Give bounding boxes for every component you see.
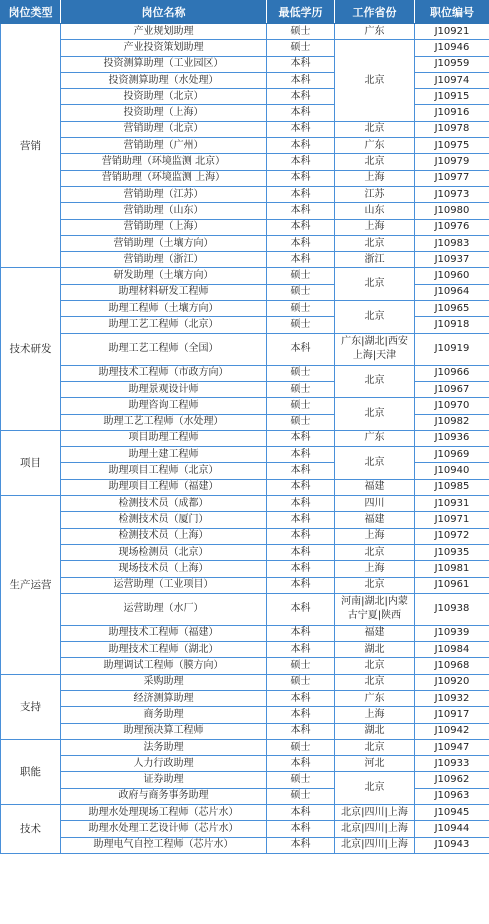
education-cell: 本科 <box>267 430 335 446</box>
table-row <box>1 658 489 674</box>
job-code-cell: J10966 <box>415 365 489 381</box>
category-cell: 技术研发 <box>1 268 61 430</box>
table-row <box>1 235 489 251</box>
position-name-cell: 营销助理（上海） <box>61 219 267 235</box>
position-name-cell: 运营助理（水厂） <box>61 593 267 625</box>
province-cell: 北京 <box>335 577 415 593</box>
province-cell: 广东 <box>335 690 415 706</box>
education-cell: 本科 <box>267 89 335 105</box>
education-cell: 本科 <box>267 154 335 170</box>
education-cell: 本科 <box>267 593 335 625</box>
position-name-cell: 营销助理（江苏） <box>61 186 267 202</box>
position-name-cell: 投资助理（北京） <box>61 89 267 105</box>
education-cell: 硕士 <box>267 788 335 804</box>
job-code-cell: J10945 <box>415 805 489 821</box>
job-code-cell: J10944 <box>415 821 489 837</box>
education-cell: 本科 <box>267 235 335 251</box>
job-code-cell: J10960 <box>415 268 489 284</box>
province-cell: 北京 <box>335 301 415 334</box>
province-cell: 北京 <box>335 235 415 251</box>
job-code-cell: J10976 <box>415 219 489 235</box>
education-cell: 硕士 <box>267 317 335 333</box>
table-row <box>1 512 489 528</box>
job-code-cell: J10959 <box>415 56 489 72</box>
education-cell: 本科 <box>267 463 335 479</box>
position-name-cell: 助理技术工程师（湖北） <box>61 642 267 658</box>
education-cell: 硕士 <box>267 284 335 300</box>
position-name-cell: 采购助理 <box>61 674 267 690</box>
table-row <box>1 333 489 365</box>
table-row <box>1 463 489 479</box>
table-row <box>1 186 489 202</box>
job-code-cell: J10982 <box>415 414 489 430</box>
table-row <box>1 430 489 446</box>
education-cell: 本科 <box>267 723 335 739</box>
education-cell: 硕士 <box>267 414 335 430</box>
job-code-cell: J10961 <box>415 577 489 593</box>
education-cell: 本科 <box>267 479 335 495</box>
province-cell: 上海 <box>335 219 415 235</box>
job-code-cell: J10968 <box>415 658 489 674</box>
position-name-cell: 产业规划助理 <box>61 24 267 40</box>
position-name-cell: 营销助理（北京） <box>61 121 267 137</box>
table-row <box>1 788 489 804</box>
header-position-name: 岗位名称 <box>61 1 267 24</box>
province-cell: 福建 <box>335 625 415 641</box>
province-cell: 北京 <box>335 154 415 170</box>
table-row <box>1 821 489 837</box>
position-name-cell: 营销助理（广州） <box>61 138 267 154</box>
category-cell: 职能 <box>1 739 61 804</box>
job-code-cell: J10943 <box>415 837 489 853</box>
education-cell: 本科 <box>267 496 335 512</box>
province-cell: 北京 <box>335 365 415 398</box>
table-row <box>1 121 489 137</box>
education-cell: 本科 <box>267 561 335 577</box>
position-name-cell: 助理预决算工程师 <box>61 723 267 739</box>
job-code-cell: J10940 <box>415 463 489 479</box>
position-name-cell: 营销助理（土壤方向） <box>61 235 267 251</box>
position-name-cell: 助理水处理现场工程师（芯片水） <box>61 805 267 821</box>
position-name-cell: 法务助理 <box>61 739 267 755</box>
education-cell: 本科 <box>267 72 335 88</box>
job-code-cell: J10933 <box>415 756 489 772</box>
education-cell: 本科 <box>267 186 335 202</box>
position-name-cell: 检测技术员（上海） <box>61 528 267 544</box>
job-code-cell: J10975 <box>415 138 489 154</box>
education-cell: 本科 <box>267 219 335 235</box>
position-name-cell: 助理工艺工程师（全国） <box>61 333 267 365</box>
education-cell: 硕士 <box>267 381 335 397</box>
education-cell: 硕士 <box>267 40 335 56</box>
position-name-cell: 助理材料研发工程师 <box>61 284 267 300</box>
province-cell: 北京 <box>335 544 415 560</box>
table-row <box>1 398 489 414</box>
province-cell: 广东 <box>335 430 415 446</box>
table-row <box>1 219 489 235</box>
job-code-cell: J10985 <box>415 479 489 495</box>
education-cell: 本科 <box>267 512 335 528</box>
province-cell: 广东 <box>335 24 415 40</box>
education-cell: 本科 <box>267 805 335 821</box>
position-name-cell: 检测技术员（成都） <box>61 496 267 512</box>
province-cell: 山东 <box>335 203 415 219</box>
province-cell: 四川 <box>335 496 415 512</box>
table-row <box>1 203 489 219</box>
education-cell: 硕士 <box>267 24 335 40</box>
position-name-cell: 助理景观设计师 <box>61 381 267 397</box>
table-row <box>1 674 489 690</box>
job-code-cell: J10974 <box>415 72 489 88</box>
table-row <box>1 577 489 593</box>
job-code-cell: J10939 <box>415 625 489 641</box>
job-code-cell: J10937 <box>415 252 489 268</box>
province-cell: 北京 <box>335 674 415 690</box>
position-name-cell: 经济测算助理 <box>61 690 267 706</box>
province-cell: 河北 <box>335 756 415 772</box>
province-cell: 福建 <box>335 512 415 528</box>
position-name-cell: 助理土建工程师 <box>61 447 267 463</box>
table-row <box>1 496 489 512</box>
job-code-cell: J10973 <box>415 186 489 202</box>
job-code-cell: J10936 <box>415 430 489 446</box>
position-name-cell: 助理咨询工程师 <box>61 398 267 414</box>
education-cell: 本科 <box>267 170 335 186</box>
table-row <box>1 772 489 788</box>
table-row <box>1 707 489 723</box>
province-cell: 江苏 <box>335 186 415 202</box>
table-row <box>1 56 489 72</box>
province-cell: 北京 <box>335 658 415 674</box>
province-cell: 北京|四川|上海 <box>335 821 415 837</box>
table-row <box>1 138 489 154</box>
table-row <box>1 837 489 853</box>
province-cell: 北京 <box>335 447 415 480</box>
table-row <box>1 301 489 317</box>
job-code-cell: J10970 <box>415 398 489 414</box>
table-row <box>1 690 489 706</box>
table-row <box>1 24 489 40</box>
education-cell: 本科 <box>267 642 335 658</box>
table-row <box>1 365 489 381</box>
province-cell: 广东 <box>335 138 415 154</box>
job-code-cell: J10984 <box>415 642 489 658</box>
province-cell: 北京|四川|上海 <box>335 837 415 853</box>
province-cell: 北京|四川|上海 <box>335 805 415 821</box>
job-code-cell: J10977 <box>415 170 489 186</box>
table-row <box>1 154 489 170</box>
position-name-cell: 投资测算助理（水处理） <box>61 72 267 88</box>
category-cell: 生产运营 <box>1 496 61 675</box>
position-name-cell: 营销助理（环境监测 北京） <box>61 154 267 170</box>
education-cell: 本科 <box>267 56 335 72</box>
job-code-cell: J10979 <box>415 154 489 170</box>
table-row <box>1 284 489 300</box>
province-cell: 上海 <box>335 528 415 544</box>
position-name-cell: 投资测算助理（工业园区） <box>61 56 267 72</box>
job-code-cell: J10917 <box>415 707 489 723</box>
job-code-cell: J10916 <box>415 105 489 121</box>
table-row <box>1 414 489 430</box>
province-cell: 北京 <box>335 739 415 755</box>
education-cell: 本科 <box>267 837 335 853</box>
category-cell: 营销 <box>1 24 61 268</box>
position-name-cell: 营销助理（环境监测 上海） <box>61 170 267 186</box>
position-name-cell: 助理调试工程师（膜方向） <box>61 658 267 674</box>
position-name-cell: 助理技术工程师（福建） <box>61 625 267 641</box>
table-row <box>1 642 489 658</box>
job-code-cell: J10919 <box>415 333 489 365</box>
education-cell: 本科 <box>267 544 335 560</box>
education-cell: 本科 <box>267 203 335 219</box>
province-cell: 河南|湖北|内蒙古宁夏|陕西 <box>335 593 415 625</box>
education-cell: 本科 <box>267 625 335 641</box>
table-row <box>1 479 489 495</box>
position-name-cell: 检测技术员（厦门） <box>61 512 267 528</box>
table-row <box>1 739 489 755</box>
education-cell: 本科 <box>267 333 335 365</box>
province-cell: 北京 <box>335 772 415 805</box>
education-cell: 本科 <box>267 121 335 137</box>
position-name-cell: 运营助理（工业项目） <box>61 577 267 593</box>
table-row <box>1 40 489 56</box>
province-cell: 浙江 <box>335 252 415 268</box>
job-code-cell: J10947 <box>415 739 489 755</box>
position-name-cell: 现场检测员（北京） <box>61 544 267 560</box>
job-code-cell: J10972 <box>415 528 489 544</box>
job-code-cell: J10969 <box>415 447 489 463</box>
job-code-cell: J10920 <box>415 674 489 690</box>
position-name-cell: 项目助理工程师 <box>61 430 267 446</box>
job-code-cell: J10935 <box>415 544 489 560</box>
job-code-cell: J10942 <box>415 723 489 739</box>
table-row <box>1 528 489 544</box>
table-row <box>1 105 489 121</box>
province-cell: 湖北 <box>335 723 415 739</box>
job-code-cell: J10963 <box>415 788 489 804</box>
table-row <box>1 252 489 268</box>
job-code-cell: J10967 <box>415 381 489 397</box>
job-code-cell: J10938 <box>415 593 489 625</box>
position-name-cell: 助理工艺工程师（北京） <box>61 317 267 333</box>
position-name-cell: 助理技术工程师（市政方向） <box>61 365 267 381</box>
job-code-cell: J10915 <box>415 89 489 105</box>
province-cell: 上海 <box>335 707 415 723</box>
education-cell: 本科 <box>267 707 335 723</box>
province-cell: 湖北 <box>335 642 415 658</box>
category-cell: 项目 <box>1 430 61 495</box>
table-row <box>1 544 489 560</box>
position-name-cell: 产业投资策划助理 <box>61 40 267 56</box>
province-cell: 北京 <box>335 398 415 431</box>
education-cell: 本科 <box>267 577 335 593</box>
education-cell: 本科 <box>267 528 335 544</box>
job-code-cell: J10981 <box>415 561 489 577</box>
header-category: 岗位类型 <box>1 1 61 24</box>
education-cell: 硕士 <box>267 658 335 674</box>
job-code-cell: J10946 <box>415 40 489 56</box>
province-cell: 福建 <box>335 479 415 495</box>
table-row <box>1 317 489 333</box>
job-code-cell: J10971 <box>415 512 489 528</box>
table-row <box>1 625 489 641</box>
education-cell: 硕士 <box>267 772 335 788</box>
job-code-cell: J10980 <box>415 203 489 219</box>
header-province: 工作省份 <box>335 1 415 24</box>
job-code-cell: J10932 <box>415 690 489 706</box>
position-name-cell: 助理工艺工程师（水处理） <box>61 414 267 430</box>
table-row <box>1 593 489 625</box>
education-cell: 本科 <box>267 252 335 268</box>
position-name-cell: 政府与商务事务助理 <box>61 788 267 804</box>
category-cell: 支持 <box>1 674 61 739</box>
job-code-cell: J10964 <box>415 284 489 300</box>
job-code-cell: J10965 <box>415 301 489 317</box>
table-row <box>1 756 489 772</box>
position-name-cell: 助理水处理工艺设计师（芯片水） <box>61 821 267 837</box>
province-cell: 北京 <box>335 40 415 121</box>
table-body <box>1 24 489 854</box>
position-name-cell: 投资助理（上海） <box>61 105 267 121</box>
position-name-cell: 营销助理（浙江） <box>61 252 267 268</box>
position-name-cell: 研发助理（土壤方向） <box>61 268 267 284</box>
position-name-cell: 助理项目工程师（北京） <box>61 463 267 479</box>
education-cell: 本科 <box>267 756 335 772</box>
position-name-cell: 营销助理（山东） <box>61 203 267 219</box>
table-row <box>1 447 489 463</box>
table-row <box>1 268 489 284</box>
job-code-cell: J10962 <box>415 772 489 788</box>
job-code-cell: J10978 <box>415 121 489 137</box>
position-name-cell: 助理电气自控工程师（芯片水） <box>61 837 267 853</box>
job-code-cell: J10983 <box>415 235 489 251</box>
education-cell: 硕士 <box>267 674 335 690</box>
position-name-cell: 助理工程师（土壤方向） <box>61 301 267 317</box>
province-cell: 北京 <box>335 121 415 137</box>
job-code-cell: J10921 <box>415 24 489 40</box>
position-name-cell: 证券助理 <box>61 772 267 788</box>
education-cell: 硕士 <box>267 739 335 755</box>
header-row <box>1 1 489 24</box>
education-cell: 硕士 <box>267 268 335 284</box>
table-row <box>1 89 489 105</box>
position-name-cell: 助理项目工程师（福建） <box>61 479 267 495</box>
education-cell: 硕士 <box>267 398 335 414</box>
province-cell: 广东|湖北|西安上海|天津 <box>335 333 415 365</box>
table-row <box>1 72 489 88</box>
table-row <box>1 561 489 577</box>
header-job-code: 职位编号 <box>415 1 489 24</box>
position-name-cell: 现场技术员（上海） <box>61 561 267 577</box>
education-cell: 本科 <box>267 138 335 154</box>
education-cell: 硕士 <box>267 365 335 381</box>
category-cell: 技术 <box>1 805 61 854</box>
table-row <box>1 723 489 739</box>
job-code-cell: J10918 <box>415 317 489 333</box>
province-cell: 上海 <box>335 170 415 186</box>
table-row <box>1 170 489 186</box>
education-cell: 本科 <box>267 821 335 837</box>
education-cell: 本科 <box>267 105 335 121</box>
job-code-cell: J10931 <box>415 496 489 512</box>
education-cell: 本科 <box>267 447 335 463</box>
education-cell: 本科 <box>267 690 335 706</box>
province-cell: 上海 <box>335 561 415 577</box>
header-min-education: 最低学历 <box>267 1 335 24</box>
province-cell: 北京 <box>335 268 415 301</box>
table-row <box>1 805 489 821</box>
table-row <box>1 381 489 397</box>
position-name-cell: 商务助理 <box>61 707 267 723</box>
position-name-cell: 人力行政助理 <box>61 756 267 772</box>
education-cell: 硕士 <box>267 301 335 317</box>
